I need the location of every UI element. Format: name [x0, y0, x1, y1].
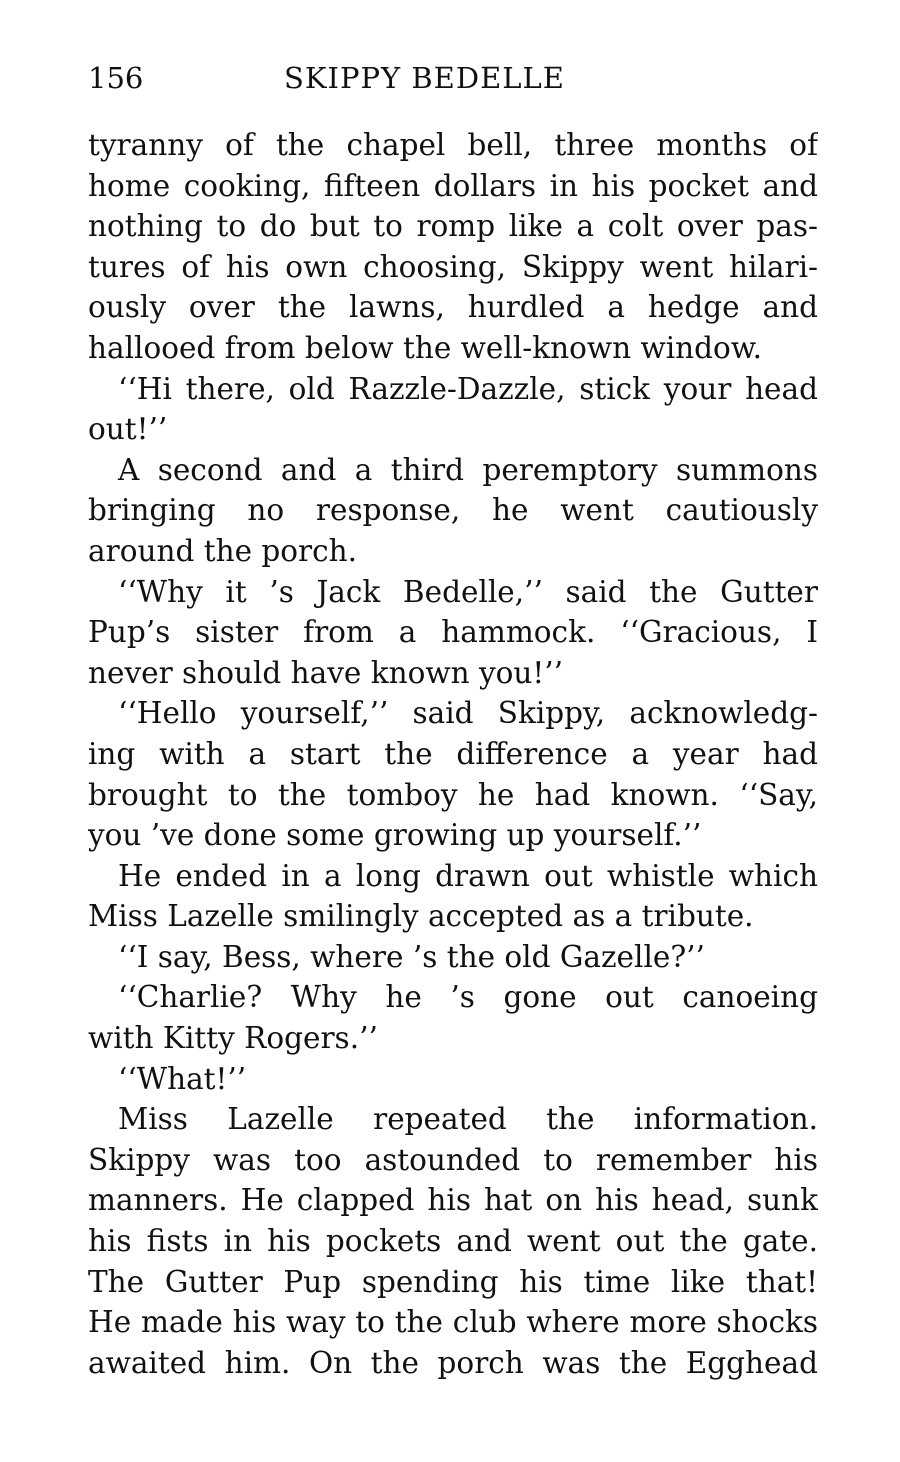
text-line: home cooking, fifteen dollars in his pocket and: [88, 168, 818, 203]
page-header: [88, 60, 818, 96]
text-line: A second and a third peremptory summons: [118, 452, 818, 487]
text-line: never should have known you!’’: [88, 655, 564, 690]
text-line: awaited him. On the porch was the Egghead: [88, 1345, 818, 1380]
text-line: ‘‘I say, Bess, where ’s the old Gazelle?’’: [118, 939, 705, 974]
text-line: his fists in his pockets and went out the gate.: [88, 1224, 818, 1259]
text-line: ‘‘Why it ’s Jack Bedelle,’’ said the Gutter: [118, 574, 818, 609]
text-line: tures of his own choosing, Skippy went hilari-: [88, 249, 818, 284]
text-line: He made his way to the club where more shocks: [88, 1305, 818, 1340]
text-line: The Gutter Pup spending his time like that!: [88, 1264, 818, 1299]
text-line: Skippy was too astounded to remember his: [88, 1142, 818, 1177]
text-line: out!’’: [88, 412, 168, 447]
text-line: ing with a start the difference a year had: [88, 736, 818, 771]
page-number: 156: [88, 61, 144, 95]
text-line: ‘‘Charlie? Why he ’s gone out canoeing: [118, 980, 818, 1015]
running-head: SKIPPY BEDELLE: [284, 61, 565, 95]
text-line: ‘‘What!’’: [118, 1061, 247, 1096]
text-line: you ’ve done some growing up yourself.’’: [88, 818, 702, 853]
text-line: around the porch.: [88, 533, 358, 568]
text-line: Pup’s sister from a hammock. ‘‘Gracious, I: [88, 615, 818, 650]
text-line: ously over the lawns, hurdled a hedge and: [88, 290, 818, 325]
text-line: Miss Lazelle repeated the information.: [118, 1102, 818, 1137]
text-line: ‘‘Hi there, old Razzle-Dazzle, stick your head: [118, 371, 818, 406]
text-line: He ended in a long drawn out whistle which: [118, 858, 818, 893]
text-line: brought to the tomboy he had known. ‘‘Say,: [88, 777, 818, 812]
text-line: bringing no response, he went cautiously: [88, 493, 818, 528]
text-line: tyranny of the chapel bell, three months of: [88, 128, 818, 162]
text-line: nothing to do but to romp like a colt over pas-: [88, 209, 818, 244]
text-line: with Kitty Rogers.’’: [88, 1021, 378, 1056]
body-text: [88, 125, 818, 1383]
text-line: hallooed from below the well-known window.: [88, 330, 762, 365]
text-line: manners. He clapped his hat on his head, sunk: [88, 1183, 818, 1218]
text-line: ‘‘Hello yourself,’’ said Skippy, acknowledg-: [118, 696, 818, 731]
text-line: Miss Lazelle smilingly accepted as a tribute.: [88, 899, 754, 934]
